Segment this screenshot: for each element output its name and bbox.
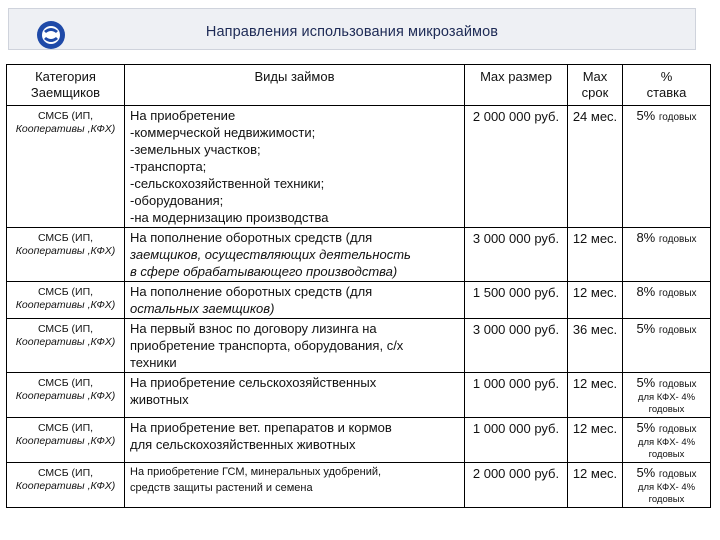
loan-type-line: -оборудования; — [130, 193, 224, 208]
loan-type-line: -транспорта; — [130, 159, 207, 174]
loan-directions-table — [6, 64, 711, 508]
loan-type-cell — [125, 228, 465, 282]
loan-type-line: -коммерческой недвижимости; — [130, 125, 316, 140]
table-row — [7, 282, 711, 319]
category-line: СМСБ (ИП, — [37, 323, 94, 335]
category-line: СМСБ (ИП, — [37, 110, 94, 122]
rate-unit: годовых — [658, 469, 697, 480]
loan-type-line: остальных заемщиков) — [130, 301, 275, 316]
loan-type-line: -на модернизацию производства — [130, 210, 329, 225]
table-row — [7, 463, 711, 508]
rate-unit: годовых — [658, 325, 697, 336]
loan-type-line: животных — [130, 392, 189, 407]
category-line: СМСБ (ИП, — [37, 286, 94, 298]
max-term-cell: 12 мес. — [568, 418, 623, 463]
loan-type-line: заемщиков, осуществляющих деятельность — [130, 247, 411, 262]
rate-cell — [623, 463, 711, 508]
loan-type-cell — [125, 463, 465, 508]
table-row — [7, 228, 711, 282]
loan-type-line: На пополнение оборотных средств (для — [130, 230, 373, 245]
loan-type-cell — [125, 282, 465, 319]
rate-note: для КФХ- 4% годовых — [637, 482, 696, 505]
loan-type-line: На пополнение оборотных средств (для — [130, 284, 373, 299]
table-row — [7, 106, 711, 228]
category-line: СМСБ (ИП, — [37, 377, 94, 389]
table-row — [7, 373, 711, 418]
max-size-cell: 2 000 000 руб. — [465, 106, 568, 228]
loan-type-line: приобретение транспорта, оборудования, с/х — [130, 338, 404, 353]
category-line: Кооперативы ,КФХ) — [15, 245, 116, 257]
rate-cell — [623, 319, 711, 373]
rate-value: 8% — [636, 284, 656, 299]
category-line: Кооперативы ,КФХ) — [15, 123, 116, 135]
rate-value: 5% — [636, 465, 656, 480]
rate-cell — [623, 228, 711, 282]
col-header-max-size: Max размер — [465, 65, 568, 106]
borrower-category-cell — [7, 282, 125, 319]
loan-type-line: На первый взнос по договору лизинга на — [130, 321, 377, 336]
max-term-cell: 36 мес. — [568, 319, 623, 373]
max-term-cell: 24 мес. — [568, 106, 623, 228]
borrower-category-cell — [7, 463, 125, 508]
loan-type-line: На приобретение вет. препаратов и кормов — [130, 420, 392, 435]
max-term-cell: 12 мес. — [568, 373, 623, 418]
rate-cell — [623, 373, 711, 418]
rate-value: 5% — [636, 420, 656, 435]
col-header-rate: % ставка — [623, 65, 711, 106]
rate-cell — [623, 418, 711, 463]
category-line: СМСБ (ИП, — [37, 232, 94, 244]
borrower-category-cell — [7, 106, 125, 228]
category-line: СМСБ (ИП, — [37, 467, 94, 479]
category-line: СМСБ (ИП, — [37, 422, 94, 434]
borrower-category-cell — [7, 373, 125, 418]
max-size-cell: 1 500 000 руб. — [465, 282, 568, 319]
max-size-cell: 2 000 000 руб. — [465, 463, 568, 508]
loan-type-line: -сельскохозяйственной техники; — [130, 176, 325, 191]
loan-type-line: техники — [130, 355, 177, 370]
loan-type-line: в сфере обрабатывающего производства) — [130, 264, 398, 279]
title-banner — [8, 8, 696, 50]
rate-cell — [623, 282, 711, 319]
loan-type-cell — [125, 106, 465, 228]
page-title: Направления использования микрозаймов — [205, 24, 499, 40]
category-line: Кооперативы ,КФХ) — [15, 480, 116, 492]
loan-type-cell — [125, 418, 465, 463]
max-size-cell: 3 000 000 руб. — [465, 228, 568, 282]
loan-type-line: для сельскохозяйственных животных — [130, 437, 356, 452]
rate-value: 5% — [636, 321, 656, 336]
table-header-row — [7, 65, 711, 106]
borrower-category-cell — [7, 228, 125, 282]
category-line: Кооперативы ,КФХ) — [15, 435, 116, 447]
col-header-max-term: Max срок — [568, 65, 623, 106]
rate-unit: годовых — [658, 424, 697, 435]
loan-type-line: На приобретение сельскохозяйственных — [130, 375, 377, 390]
max-term-cell: 12 мес. — [568, 228, 623, 282]
loan-type-line: средств защиты растений и семена — [130, 482, 313, 494]
table-row — [7, 319, 711, 373]
loan-type-line: На приобретение — [130, 108, 236, 123]
rate-value: 8% — [636, 230, 656, 245]
rate-value: 5% — [636, 108, 656, 123]
col-header-category: Категория Заемщиков — [7, 65, 125, 106]
rate-cell — [623, 106, 711, 228]
category-line: Кооперативы ,КФХ) — [15, 336, 116, 348]
max-size-cell: 1 000 000 руб. — [465, 418, 568, 463]
rate-unit: годовых — [658, 234, 697, 245]
loan-type-line: На приобретение ГСМ, минеральных удобрений, — [130, 466, 382, 478]
loan-type-cell — [125, 319, 465, 373]
category-line: Кооперативы ,КФХ) — [15, 390, 116, 402]
rate-unit: годовых — [658, 288, 697, 299]
rate-value: 5% — [636, 375, 656, 390]
rate-unit: годовых — [658, 112, 697, 123]
rate-note: для КФХ- 4% годовых — [637, 437, 696, 460]
borrower-category-cell — [7, 319, 125, 373]
max-size-cell: 1 000 000 руб. — [465, 373, 568, 418]
max-size-cell: 3 000 000 руб. — [465, 319, 568, 373]
rate-note: для КФХ- 4% годовых — [637, 392, 696, 415]
borrower-category-cell — [7, 418, 125, 463]
loan-type-line: -земельных участков; — [130, 142, 261, 157]
rate-unit: годовых — [658, 379, 697, 390]
loan-type-cell — [125, 373, 465, 418]
category-line: Кооперативы ,КФХ) — [15, 299, 116, 311]
max-term-cell: 12 мес. — [568, 463, 623, 508]
col-header-loan-type: Виды займов — [125, 65, 465, 106]
max-term-cell: 12 мес. — [568, 282, 623, 319]
table-row — [7, 418, 711, 463]
